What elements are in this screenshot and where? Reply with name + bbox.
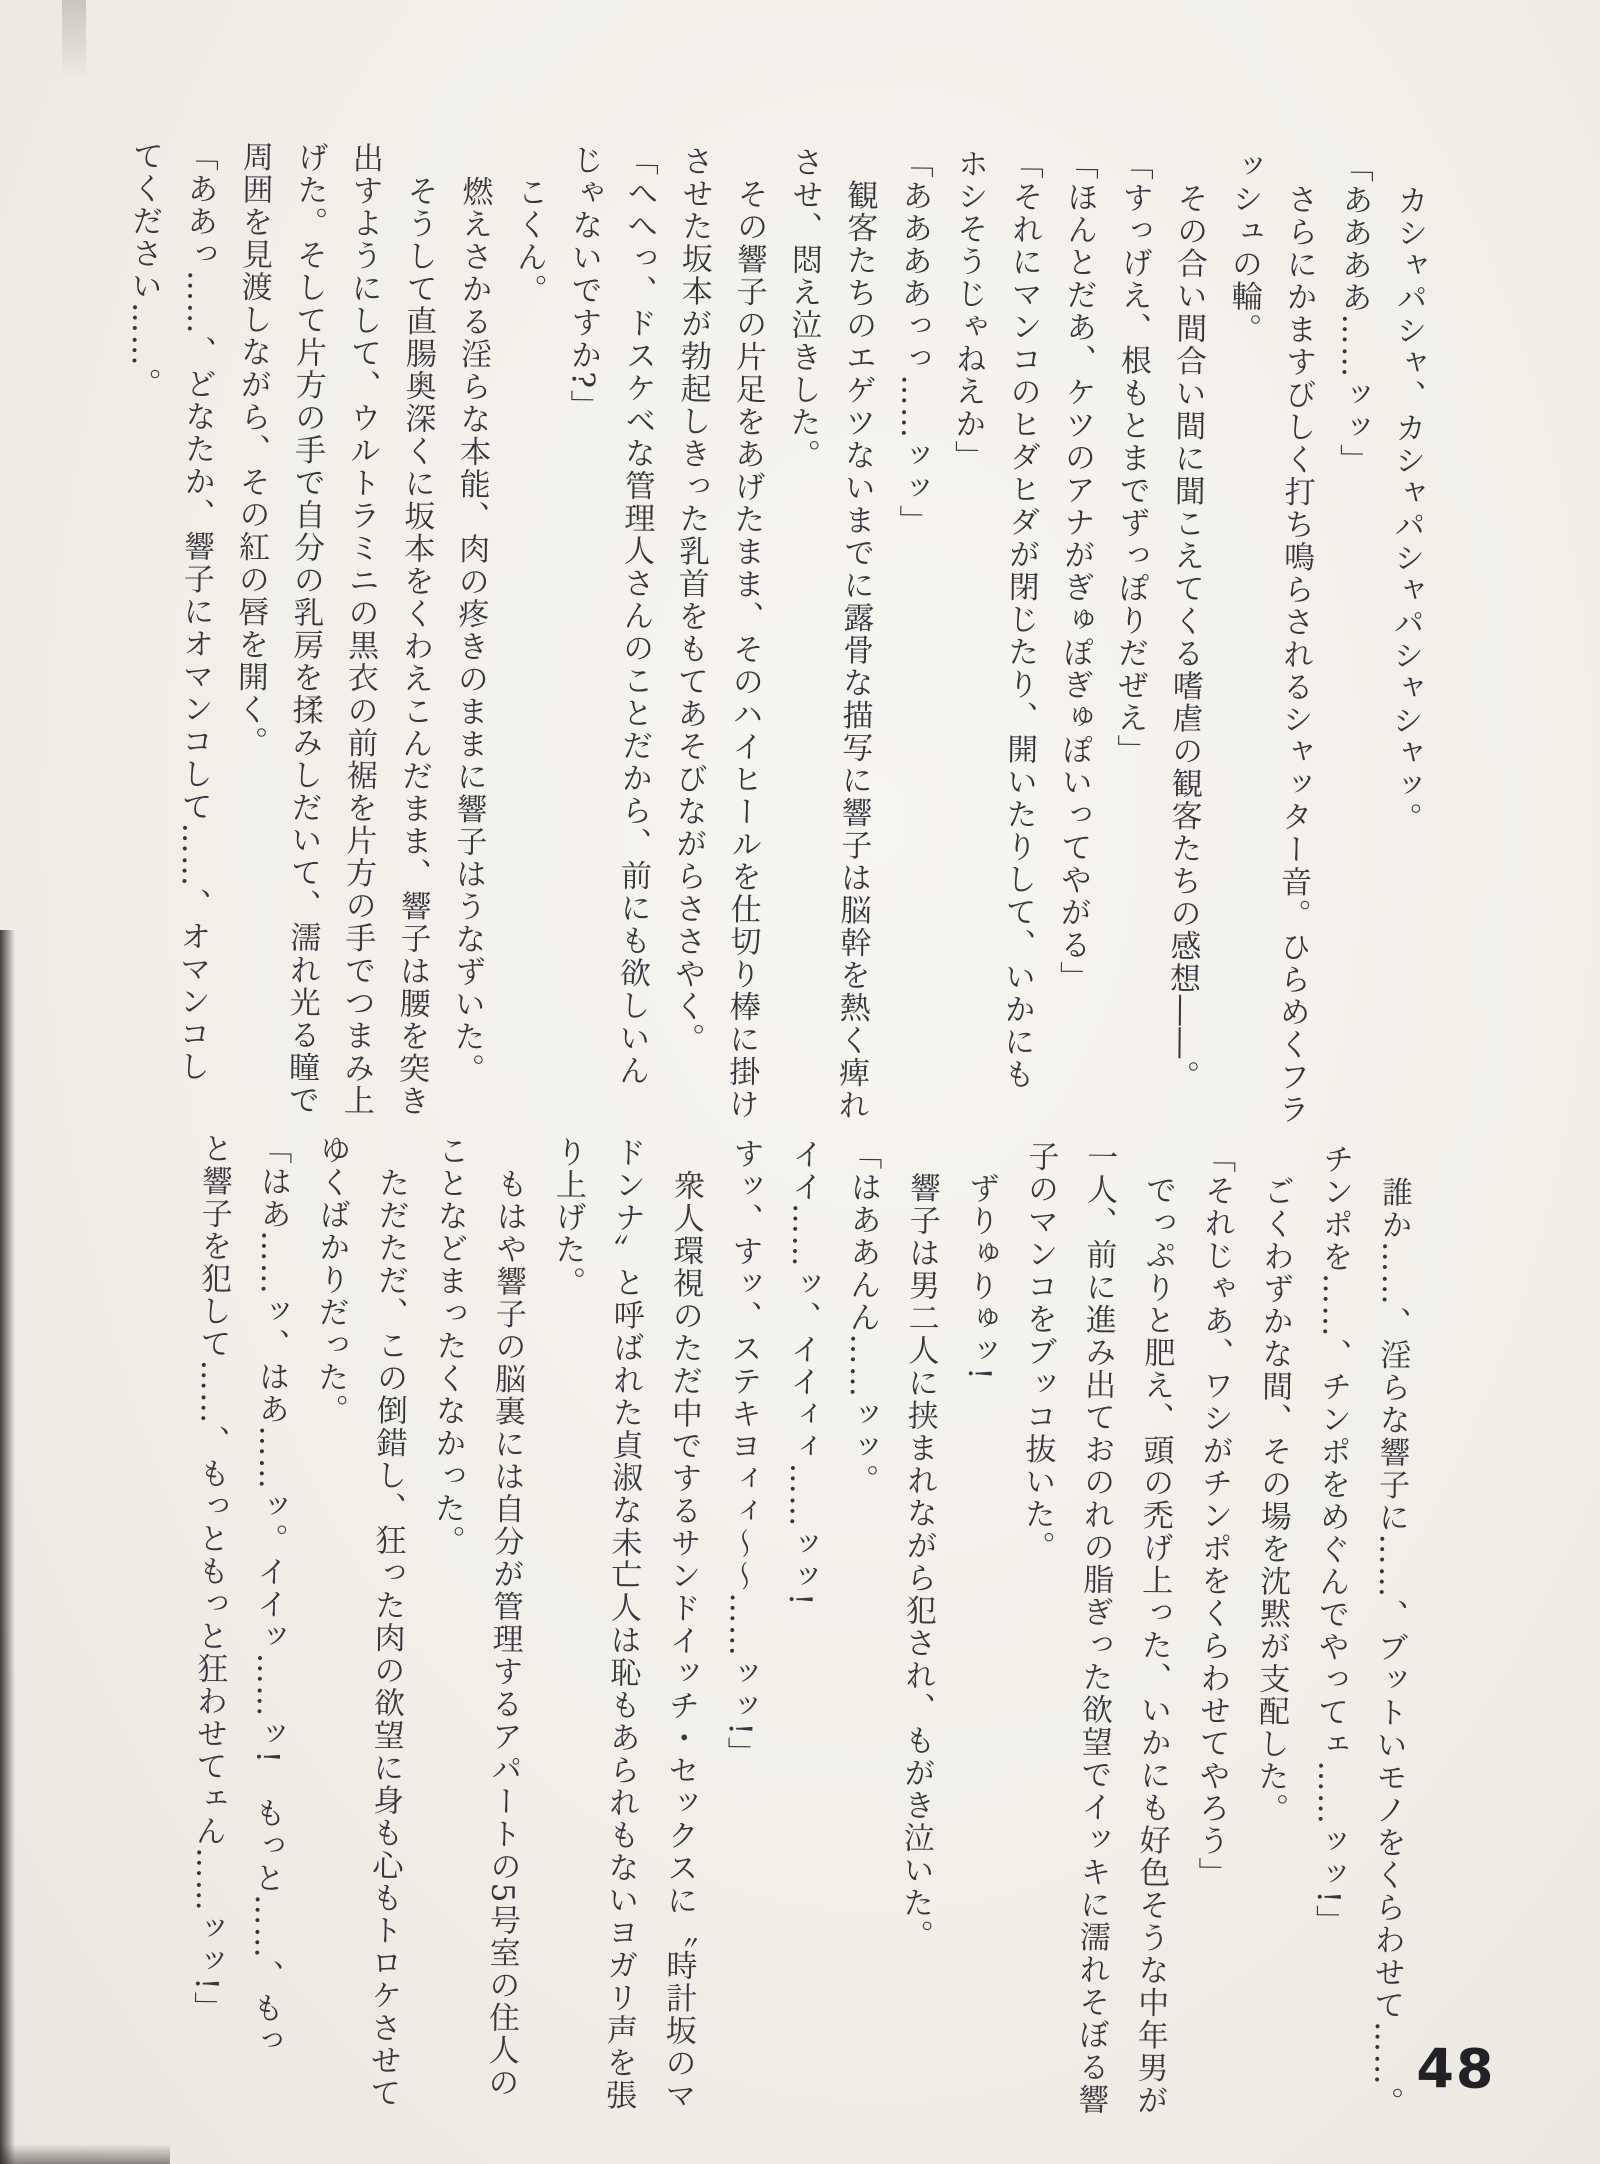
scan-shadow-left-edge	[0, 930, 15, 2164]
text-line: 出すようにして、ウルトラミニの黒衣の前裾を片方の手でつまみ上	[337, 141, 384, 1117]
text-line: ゆくばかりだった。	[311, 1133, 351, 1427]
text-line: その合い間合い間に聞こえてくる嗜虐の観客たちの感想――。	[1162, 149, 1208, 1093]
text-line: 子のマンコをブッコ抜いた。	[1018, 1140, 1059, 1563]
text-line: 誰か……、淫らな響子に……、ブットいモノをくらわせて……。	[1367, 1143, 1413, 2119]
text-line: させた坂本が勃起しきった乳首をもてあそびながらささやく。	[668, 144, 713, 1056]
text-line: てください……。	[124, 139, 164, 400]
text-line: ただただ、この倒錯し、狂った肉の欲望に身も心もトロケさせて	[364, 1133, 410, 2110]
text-line: その響子の片足をあげたまま、そのハイヒールを仕切り棒に掛け	[722, 145, 768, 1121]
text-line: 「ああああ……ッッ」	[1333, 151, 1373, 477]
text-line: カシャパシャ、カシャパシャパシャシャッ。	[1385, 151, 1428, 835]
text-line: 響子は男二人に挟まれながら犯され、もがき泣いた。	[896, 1139, 941, 1952]
text-line: 「ああああっっ……ッッ」	[893, 146, 933, 538]
text-line: 「それじゃあ、ワシがチンポをくらわせてやろう」	[1192, 1141, 1236, 1890]
text-line: げた。そして片方の手で自分の乳房を揉みしだいて、濡れ光る瞳で	[282, 141, 329, 1117]
text-line: 周囲を見渡しながら、その紅の唇を開く。	[231, 140, 274, 759]
text-line: チンポを……、チンポをめぐんでやってェ……ッッ!」	[1309, 1142, 1354, 1938]
text-line: 「はあ……ッ、はあ……ッ。イイッ……ッ! もっと……、もっ	[246, 1132, 292, 2058]
text-line: すッ、すッ、ステキヨィィ〜〜……ッッ!」	[721, 1137, 764, 1770]
text-line: 「はああんん……ッッ。	[842, 1138, 882, 1497]
text-line: ッシュの輪。	[1225, 150, 1263, 346]
text-line: 「ああっ……、どなたか、響子にオマンコして……、オマンコし	[172, 140, 219, 1083]
text-line: こくん。	[510, 143, 548, 307]
text-line: り上げた。	[548, 1135, 587, 1299]
text-line: 「それにマンコのヒダヒダが閉じたり、開いたりして、いかにも	[997, 147, 1043, 1091]
text-line: ことなどまったくなかった。	[428, 1134, 469, 1558]
text-line: ずりゅりゅッ!	[961, 1139, 1000, 1382]
text-line: 観客たちのエゲツないまでに露骨な描写に響子は脳幹を熱く痺れ	[832, 146, 878, 1122]
text-line: ごくわずかな間、その場を沈黙が支配した。	[1251, 1142, 1295, 1826]
text-line: 一人、前に進み出ておのれの脂ぎった欲望でイッキに濡れそぼる響	[1072, 1140, 1118, 2117]
page-number: 48	[1416, 2036, 1496, 2101]
text-line: 衆人環視のただ中でするサンドイッチ・セックスに〝時計坂のマ	[659, 1136, 705, 2113]
text-line: 「へへっ、ドスケベな管理人さんのことだから、前にも欲しいん	[612, 144, 658, 1088]
text-line: 「ほんとだあ、ケツのアナがぎゅぽぎゅぽいってやがる」	[1053, 148, 1098, 994]
text-line: ドンナ〟と呼ばれた貞淑な未亡人は恥もあられもないヨガリ声を張	[600, 1136, 646, 2112]
text-line: もはや響子の脳裏には自分が管理するアパートの5号室の住人の	[482, 1135, 528, 2100]
text-line: さらにかますびしく打ち鳴らされるシャッター音。ひらめくフラ	[1272, 150, 1318, 1126]
text-line: 「すっげえ、根もとまでずっぽりだぜえ」	[1111, 148, 1153, 767]
text-line: 燃えさかる淫らな本能、肉の疼きのままに響子はうなずいた。	[447, 142, 493, 1086]
text-line: そうして直腸奥深くに坂本をくわえこんだまま、響子は腰を突き	[392, 142, 439, 1118]
text-line: イイ……ッ、イイィィ……ッッ!	[781, 1137, 823, 1608]
scan-shadow-bottom-left-corner	[0, 2144, 170, 2164]
text-line: させ、悶え泣きした。	[783, 145, 823, 472]
text-line: ホシそうじゃねえか」	[948, 147, 988, 473]
text-line: じゃないですか?」	[564, 143, 603, 423]
text-line: でっぷりと肥え、頭の禿げ上った、いかにも好色そうな中年男が	[1131, 1141, 1177, 2117]
text-line: と響子を犯して……、もっともっと狂わせてェん……ッッ!」	[187, 1132, 233, 2024]
vertical-text-block-bottom	[175, 1132, 1423, 2129]
vertical-text-block-top	[107, 139, 1437, 1162]
